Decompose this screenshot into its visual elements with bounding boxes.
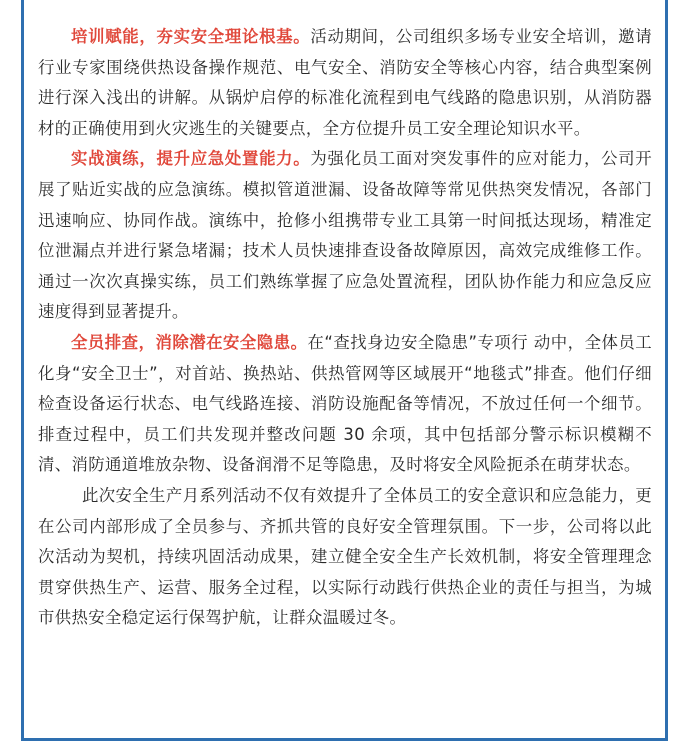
article-body (38, 22, 652, 634)
text-summary: 此次安全生产月系列活动不仅有效提升了全体员工的安全意识和应急能力，更在公司内部形成了全员参与、齐抓共管的良好安全管理氛围。下一步，公司将以此次活动为契机，持续巩固活动成果，建立健全安全生产长效机制，将安全管理理念贯穿供热生产、运营、服务全过程，以实际行动践行供热企业的责任与担当，为城市供热安全稳定运行保驾护航，让群众温暖过冬。 (38, 485, 652, 628)
paragraph-inspection (38, 328, 652, 481)
paragraph-training (38, 22, 652, 144)
heading-training: 培训赋能，夯实安全理论根基。 (71, 27, 311, 46)
heading-inspection: 全员排查，消除潜在安全隐患。 (71, 332, 308, 352)
text-drill: 为强化员工面对突发事件的应对能力，公司开展了贴近实战的应急演练。模拟管道泄漏、设备故障等常见供热突发情况，各部门迅速响应、协同作战。演练中，抢修小组携带专业工具第一时间抵达现场，精准定位泄漏点并进行紧急堵漏；技术人员快速排查设备故障原因，高效完成维修工作。通过一次次真操实练，员工们熟练掌握了应急处置流程，团队协作能力和应急反应速度得到显著提升。 (38, 149, 653, 322)
text-training: 活动期间，公司组织多场专业安全培训，邀请行业专家围绕供热设备操作规范、电气安全、消防安全等核心内容，结合典型案例进行深入浅出的讲解。从锅炉启停的标准化流程到电气线路的隐患识别，从消防器材的正确使用到火灾逃生的关键要点，全方位提升员工安全理论知识水平。 (38, 27, 653, 138)
heading-drill: 实战演练，提升应急处置能力。 (71, 149, 311, 169)
paragraph-summary (38, 481, 652, 634)
paragraph-drill (38, 144, 652, 328)
text-inspection: 在“查找身边安全隐患”专项行 动中，全体员工化身“安全卫士”，对首站、换热站、供热管网等区域展开“地毯式”排查。他们仔细检查设备运行状态、电气线路连接、消防设施配备等情况，不放过任何一个细节。排查过程中，员工们共发现并整改问题 30 余项，其中包括部分警示标识模糊不清、消防通道堆放杂物、设备润滑不足等隐患，及时将安全风险扼杀在萌芽状态。 (38, 332, 652, 475)
